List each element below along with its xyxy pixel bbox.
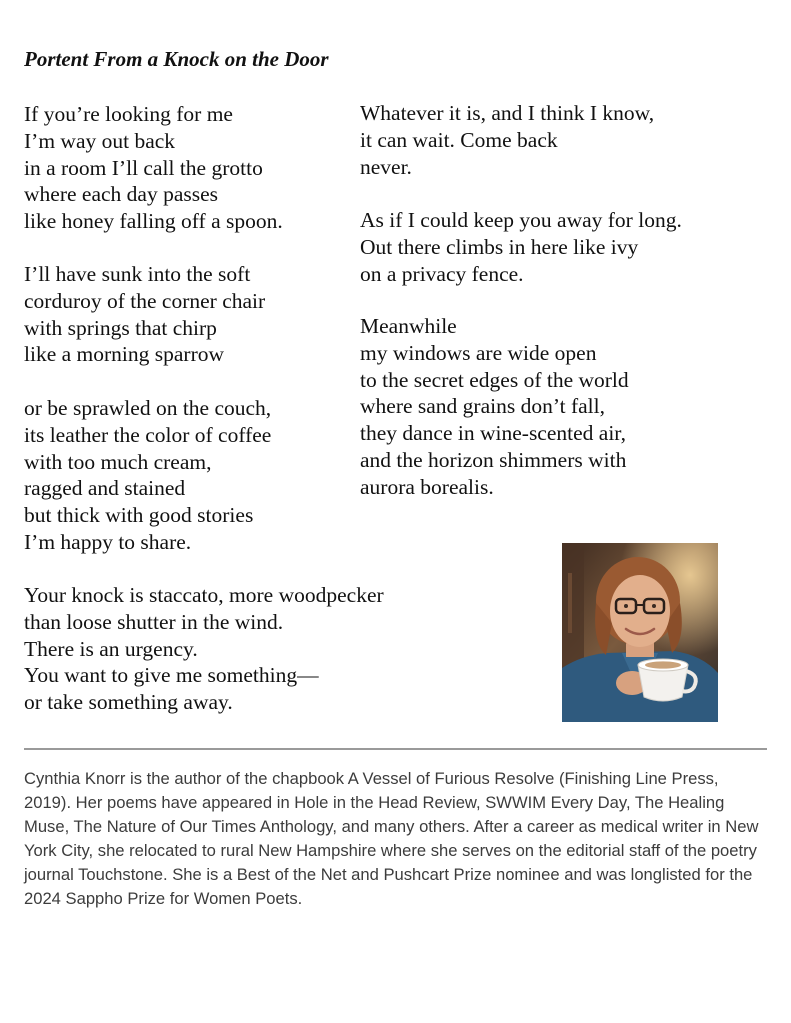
poem-line: it can wait. Come back [360, 127, 558, 152]
stanza-1 [24, 101, 283, 235]
poem-line: As if I could keep you away for long. [360, 208, 682, 232]
stanza-3 [24, 395, 271, 556]
poem-line: There is an urgency. [24, 636, 198, 661]
poem-line: like honey falling off a spoon. [24, 209, 283, 234]
poem-title: Portent From a Knock on the Door [24, 47, 329, 71]
poem-line: Your knock is staccato, more woodpecker [24, 583, 384, 607]
poem-line: If you’re looking for me [24, 102, 233, 126]
poem-line: where sand grains don’t fall, [360, 394, 605, 419]
poem-line: its leather the color of coffee [24, 422, 272, 447]
stanza-2 [24, 261, 265, 368]
poem-line: I’m way out back [24, 128, 176, 153]
poem-line: corduroy of the corner chair [24, 288, 266, 313]
author-bio: Cynthia Knorr is the author of the chapbook A Vessel of Furious Resolve (Finishing Line Press, 2019). Her poems have appeared in Hole in the Head Review, SWWIM Every Day, The Healing Muse, The Nature of Our Times Anthology, and many others. After a career as medical writer in New York City, she relocated to rural New Hampshire where she serves on the editorial staff of the poetry journal Touchstone. She is a Best of the Net and Pushcart Prize nominee and was longlisted for the 2024 Sappho Prize for Women Poets. [24, 769, 759, 908]
poem-line: to the secret edges of the world [360, 367, 629, 392]
poem-line: but thick with good stories [24, 503, 254, 528]
poem-line: with too much cream, [24, 449, 212, 474]
stanza-6 [360, 207, 682, 287]
poem-line: Meanwhile [360, 314, 457, 338]
poem-line: or take something away. [24, 690, 233, 715]
poem-line: I’ll have sunk into the soft [24, 262, 251, 286]
poem-line: never. [360, 154, 412, 179]
poem-line: my windows are wide open [360, 340, 597, 365]
poem-line: like a morning sparrow [24, 342, 225, 367]
poem-line: than loose shutter in the wind. [24, 609, 284, 634]
poem-line: on a privacy fence. [360, 261, 524, 286]
poem-line: I’m happy to share. [24, 529, 192, 554]
poem-line: and the horizon shimmers with [360, 447, 627, 472]
stanza-7 [360, 313, 629, 501]
poem-line: or be sprawled on the couch, [24, 396, 272, 420]
poem-line: Out there climbs in here like ivy [360, 234, 639, 259]
poem-line: You want to give me something— [24, 663, 319, 688]
poem-line: ragged and stained [24, 476, 186, 501]
poem-line: aurora borealis. [360, 474, 494, 499]
poem-line: Whatever it is, and I think I know, [360, 101, 655, 125]
stanza-4 [24, 582, 384, 716]
section-divider [24, 748, 767, 750]
poem-line: they dance in wine-scented air, [360, 421, 626, 446]
stanza-5 [360, 100, 654, 180]
poem-line: with springs that chirp [24, 315, 217, 340]
poem-line: in a room I’ll call the grotto [24, 155, 263, 180]
poem-line: where each day passes [24, 182, 219, 207]
author-photo [562, 543, 718, 722]
